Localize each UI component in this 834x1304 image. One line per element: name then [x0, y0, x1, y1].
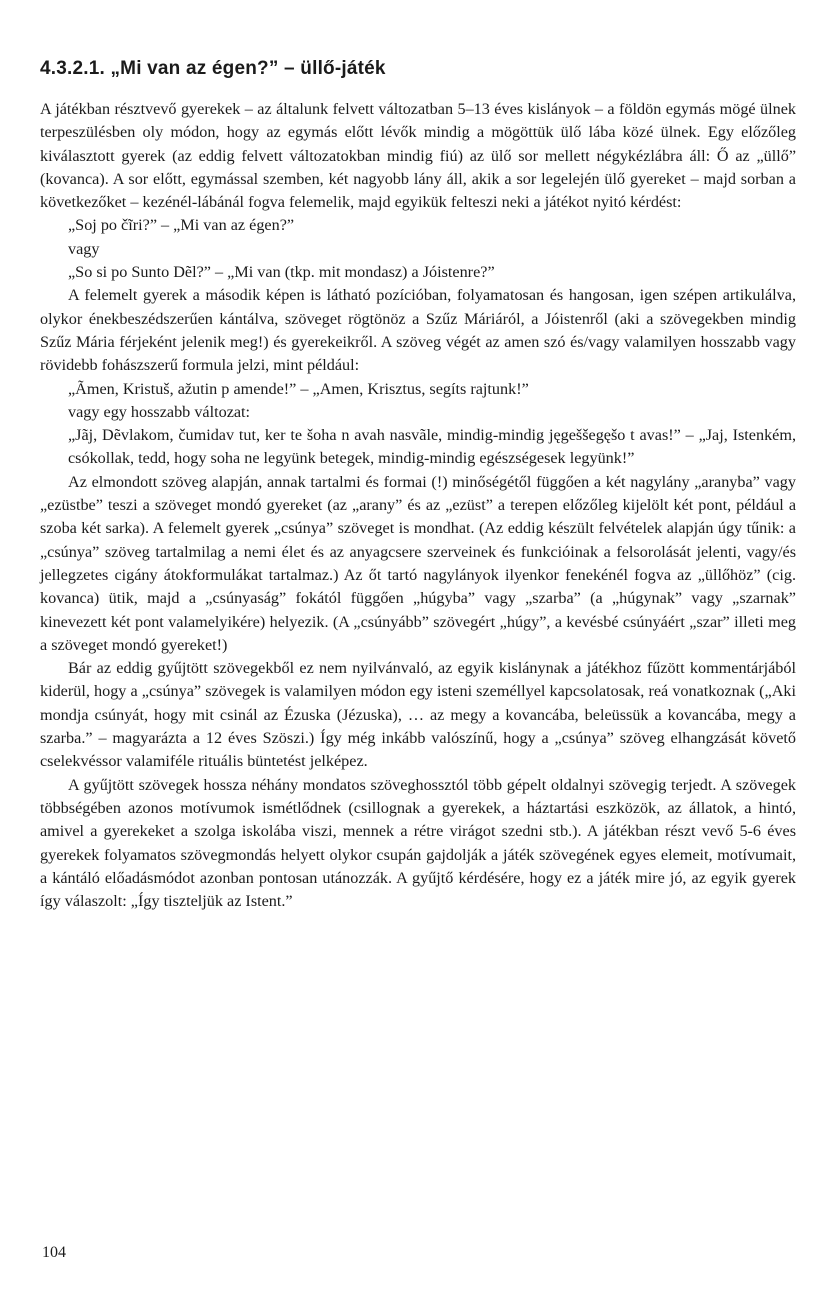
paragraph: „Jãj, Dẽvlakom, čumidav tut, ker te šoha n avah nasvãle, mindig-mindig jęgeššegęšo t avas!” – „Jaj, Istenkém, csókollak, tedd, hogy soha ne legyünk betegek, mindig-mindig egészségesek legyünk!” [68, 426, 796, 468]
paragraph: A felemelt gyerek a második képen is látható pozícióban, folyamatosan és hangosan, igen szépen artikulálva, olykor énekbeszédszerűen kántálva, szöveget rögtönöz a Szűz Máriáról, a Jóistenről (aki a szövegekben mindig Szűz Mária férjeként jelenik meg!) és gyerekeikről. A szöveg végét az amen szó és/vagy valamilyen hosszabb vagy rövidebb fohászszerű formula jelzi, mint például: [40, 286, 796, 375]
paragraph: „So si po Sunto Dẽl?” – „Mi van (tkp. mit mondasz) a Jóistenre?” [68, 263, 495, 282]
paragraph: Az elmondott szöveg alapján, annak tartalmi és formai (!) minőségétől függően a két nagylány „aranyba” vagy „ezüstbe” teszi a szöveget mondó gyereket (az „arany” és az „ezüst” a terepen előzőleg kijelölt két pont, például a szoba két sarka). A felemelt gyerek „csúnya” szöveget is mondhat. (Az eddig készült felvételek alapján úgy tűnik: a „csúnya” szöveg tartalmilag a nemi élet és az anyagcsere szerveinek és funkcióinak a felsorolását jelenti, vagy/és jellegzetes cigány átokformulákat tartalmaz.) Az őt tartó nagylányok ilyenkor fenekénél fogva az „üllőhöz” (cig. kovanca) ütik, majd a „csúnyaság” fokától függően „húgyba” vagy „szarba” (a „húgynak” vagy „szarnak” kinevezett két pont valamelyikére) helyezik. (A „csúnyább” szövegért „húgy”, a kevésbé csúnyáért „szar” illeti meg a szöveget mondó gyereket!) [40, 472, 796, 654]
paragraph: Bár az eddig gyűjtött szövegekből ez nem nyilvánvaló, az egyik kislánynak a játékhoz fűzött kommentárjából kiderül, hogy a „csúnya” szövegek is valamilyen módon egy isteni személlyel kapcsolatosak, reá vonatkoznak („Aki mondja csúnyát, hogy mit csinál az Ézuska (Jézuska), … az megy a kovancába, beleüssük a kovancába, megy a szarba.” – magyarázta a 12 éves Szöszi.) Így még inkább valószínű, hogy a „csúnya” szöveg elhangzását követő cselekvéssor valamiféle rituális büntetést jelképez. [40, 659, 796, 771]
paragraph: A gyűjtött szövegek hossza néhány mondatos szöveghossztól több gépelt oldalnyi szövegig terjedt. A szövegek többségében azonos motívumok ismétlődnek (csillognak a gyerekek, a háztartási eszközök, az állatok, a hintó, amivel a gyerekeket a szolga iskolába viszi, mennek a rétre virágot szedni stb.). A játékban részt vevő 5-6 éves gyerekek folyamatos szövegmondás helyett olykor csupán gajdolják a játék szövegének egyes elemeit, motívumait, a kántáló előadásmódot azonban pontosan utánozzák. A gyűjtő kérdésére, hogy ez a játék mire jó, az egyik gyerek így válaszolt: „Így tiszteljük az Istent.” [40, 775, 796, 911]
page-body [40, 58, 796, 913]
section-heading: 4.3.2.1. „Mi van az égen?” – üllő-játék [40, 58, 386, 79]
paragraph-list [40, 98, 796, 913]
page-number: 104 [42, 1244, 66, 1261]
paragraph: vagy [68, 239, 100, 258]
paragraph: vagy egy hosszabb változat: [68, 402, 251, 421]
paragraph: „Ãmen, Kristuš, ažutin p amende!” – „Amen, Krisztus, segíts rajtunk!” [68, 379, 529, 398]
paragraph: A játékban résztvevő gyerekek – az általunk felvett változatban 5–13 éves kislányok – a földön egymás mögé ülnek terpeszülésben oly módon, hogy az egymás előtt lévők mindig a mögöttük ülő lába közé ülnek. Egy előzőleg kiválasztott gyerek (az eddig felvett változatokban mindig fiú) az ülő sor mellett négykézlábra áll: Ő az „üllő” (kovanca). A sor előtt, egymással szemben, két nagyobb lány áll, akik a sor legelején ülő gyereket – majd sorban a következőket – kezénél-lábánál fogva felemelik, majd egyikük felteszi neki a játékot nyitó kérdést: [40, 100, 796, 212]
paragraph: „Soj po čĩri?” – „Mi van az égen?” [68, 216, 295, 235]
